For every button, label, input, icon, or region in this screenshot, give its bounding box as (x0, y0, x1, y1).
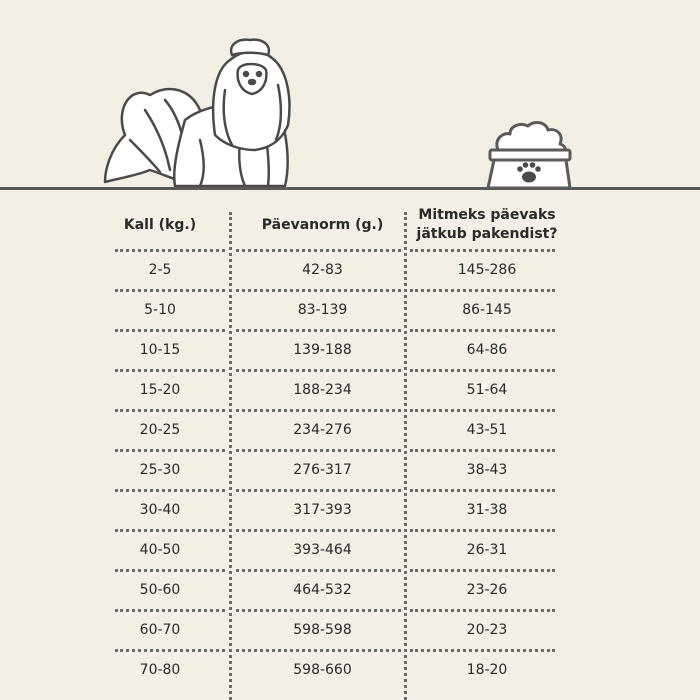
cell-daily-norm: 598-598 (293, 622, 352, 638)
cell-days: 43-51 (466, 422, 508, 438)
table-row (0, 330, 700, 370)
cell-days: 26-31 (466, 542, 508, 558)
cell-weight: 20-25 (139, 422, 181, 438)
table-row (0, 370, 700, 410)
table-row (0, 570, 700, 610)
cell-weight: 2-5 (148, 262, 172, 278)
cell-days: 51-64 (466, 382, 508, 398)
cell-days: 86-145 (462, 302, 512, 318)
header-weight: Kall (kg.) (123, 217, 197, 233)
table-row (0, 410, 700, 450)
cell-days: 145-286 (457, 262, 517, 278)
table-row (0, 450, 700, 490)
cell-daily-norm: 276-317 (293, 462, 352, 478)
cell-daily-norm: 139-188 (293, 342, 352, 358)
cell-weight: 15-20 (139, 382, 181, 398)
cell-weight: 60-70 (139, 622, 181, 638)
shih-tzu-dog-icon (105, 40, 289, 186)
table-row (0, 530, 700, 570)
table-row (0, 250, 700, 290)
cell-daily-norm: 188-234 (293, 382, 352, 398)
cell-days: 64-86 (466, 342, 508, 358)
food-bowl-icon (488, 123, 570, 188)
header-days-per-pack: Mitmeks päevaks jätkub pakendist? (416, 207, 558, 242)
cell-daily-norm: 393-464 (293, 542, 352, 558)
table-row (0, 650, 700, 690)
table-row (0, 610, 700, 650)
cell-weight: 25-30 (139, 462, 181, 478)
feeding-table (0, 190, 700, 700)
table-row (0, 490, 700, 530)
table-row (0, 290, 700, 330)
cell-weight: 40-50 (139, 542, 181, 558)
cell-weight: 10-15 (139, 342, 181, 358)
cell-daily-norm: 234-276 (293, 422, 352, 438)
cell-days: 31-38 (466, 502, 508, 518)
cell-days: 18-20 (466, 662, 508, 678)
cell-daily-norm: 317-393 (293, 502, 352, 518)
cell-daily-norm: 83-139 (297, 302, 348, 318)
header-daily-norm: Päevanorm (g.) (261, 217, 384, 233)
cell-weight: 50-60 (139, 582, 181, 598)
cell-days: 20-23 (466, 622, 508, 638)
header-illustration (0, 0, 700, 200)
cell-days: 38-43 (466, 462, 508, 478)
cell-weight: 5-10 (144, 302, 176, 318)
cell-weight: 30-40 (139, 502, 181, 518)
cell-days: 23-26 (466, 582, 508, 598)
cell-daily-norm: 464-532 (293, 582, 352, 598)
cell-daily-norm: 598-660 (293, 662, 352, 678)
cell-weight: 70-80 (139, 662, 181, 678)
cell-daily-norm: 42-83 (302, 262, 343, 278)
